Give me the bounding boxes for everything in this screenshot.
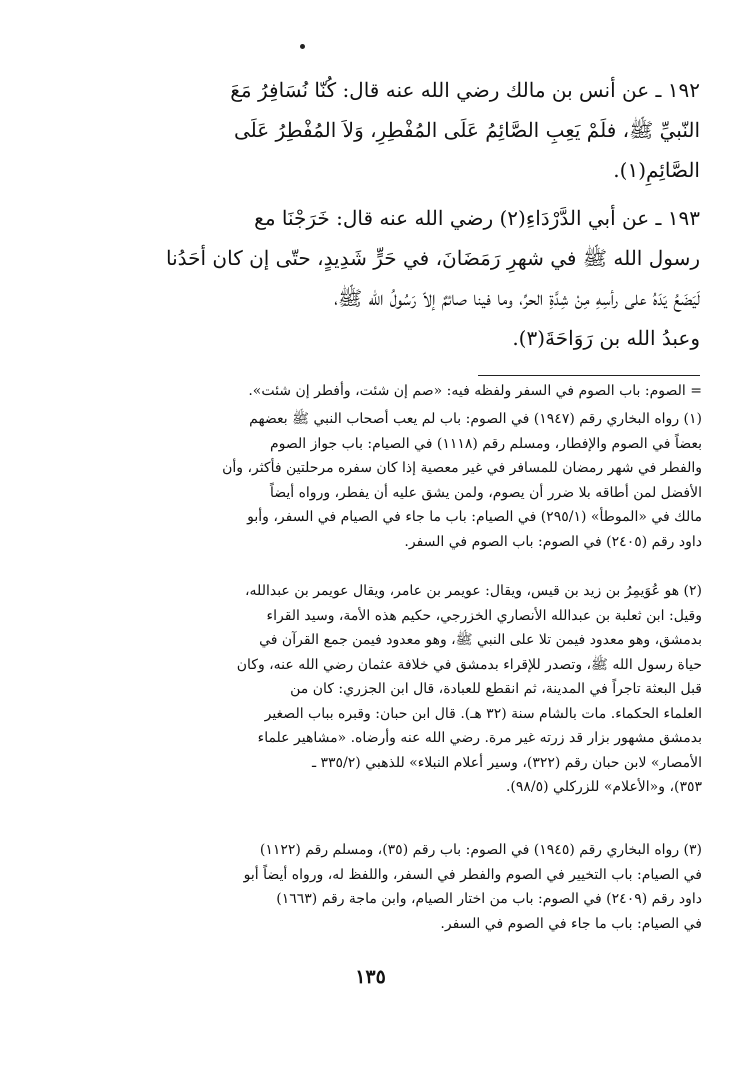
ink-dot bbox=[300, 44, 305, 49]
footnote-2: (٢) هو عُوَيمِرُ بن زيد بن قيس، ويقال: عويمر بن عامر، ويقال عويمر بن عبدالله، وقيل: ابن ثعلبة بن عبدالله الأنصاري الخزرجي، حكيم هذه الأمة، وسيد القراء بدمشق، وهو معدود فيمن تلا على النبي ﷺ، وهو معدود فيمن جمع القرآن في حياة رسول الله ﷺ، وتصدر للإقراء بدمشق في خلافة عثمان رضي الله عنه، وكان قبل البعثة تاجراً في المدينة، ثم انقطع للعبادة، قال ابن الجزري: كان من العلماء الحكماء. مات بالشام سنة (٣٢ هـ). قال ابن حبان: وقبره بباب الصغير بدمشق مشهور بزار قد زرته غير مرة. رضي الله عنه وأرضاه. «مشاهير علماء الأمصار» لابن حبان رقم (٣٢٢)، وسير أعلام النبلاء» للذهبي (٣٣٥/٢ ـ ٣٥٣)، و«الأعلام» للزركلي (٩٨/٥). bbox=[236, 583, 702, 795]
footnote-1: (١) رواه البخاري رقم (١٩٤٧) في الصوم: باب لم يعب أصحاب النبي ﷺ بعضهم بعضاً في الصوم والإفطار، ومسلم رقم (١١١٨) في الصيام: باب جواز الصوم والفطر في شهر رمضان للمسافر في غير معصية إذا كان سفره مرحلتين فأكثر، وأن الأفضل لمن أطاقه بلا ضرر أن يصوم، ولمن يشق عليه أن يفطر، ورواه أيضاً مالك في «الموطأ» (٢٩٥/١) في الصيام: باب ما جاء في الصيام في السفر، وأبو داود رقم (٢٤٠٥) في الصوم: باب الصوم في السفر. bbox=[222, 411, 702, 550]
footnote-3: (٣) رواه البخاري رقم (١٩٤٥) في الصوم: باب رقم (٣٥)، ومسلم رقم (١١٢٢) في الصيام: باب التخيير في الصوم والفطر في السفر، واللفظ له، ورواه أيضاً أبو داود رقم (٢٤٠٩) في الصوم: باب من اختار الصيام، وابن ماجة رقم (١٦٦٣) في الصيام: باب ما جاء في الصوم في السفر. bbox=[243, 842, 702, 932]
footnote-continuation: = الصوم: باب الصوم في السفر ولفظه فيه: «صم إن شئت، وأفطر إن شئت». bbox=[248, 383, 702, 399]
hadith-192: ١٩٢ ـ عن أنس بن مالك رضي الله عنه قال: كُنّا نُسَافِرُ مَعَ النّبيِّ ﷺ، فلَمْ يَعِبِ الصَّائِمُ عَلَى المُفْطِرِ، وَلاَ المُفْطِرُ عَلَى الصَّائِمِ(١). bbox=[230, 78, 700, 182]
hadith-193: ١٩٣ ـ عن أبي الدَّرْدَاءِ(٢) رضي الله عنه قال: خَرَجْنَا مع رسول الله ﷺ في شهرِ رَمَضَانَ، في حَرٍّ شَدِيدٍ، حتّى إن كان أحَدُنا لَيَضَعُ يَدَهُ على رأسِهِ مِنْ شِدَّةِ الحرِّ، وما فينا صائمٌ إلاّ رَسُولُ الله ﷺ، وعبدُ الله بن رَوَاحَةَ(٣). bbox=[165, 206, 700, 350]
footnote-separator bbox=[478, 375, 700, 376]
page-number: ١٣٥ bbox=[355, 966, 386, 988]
